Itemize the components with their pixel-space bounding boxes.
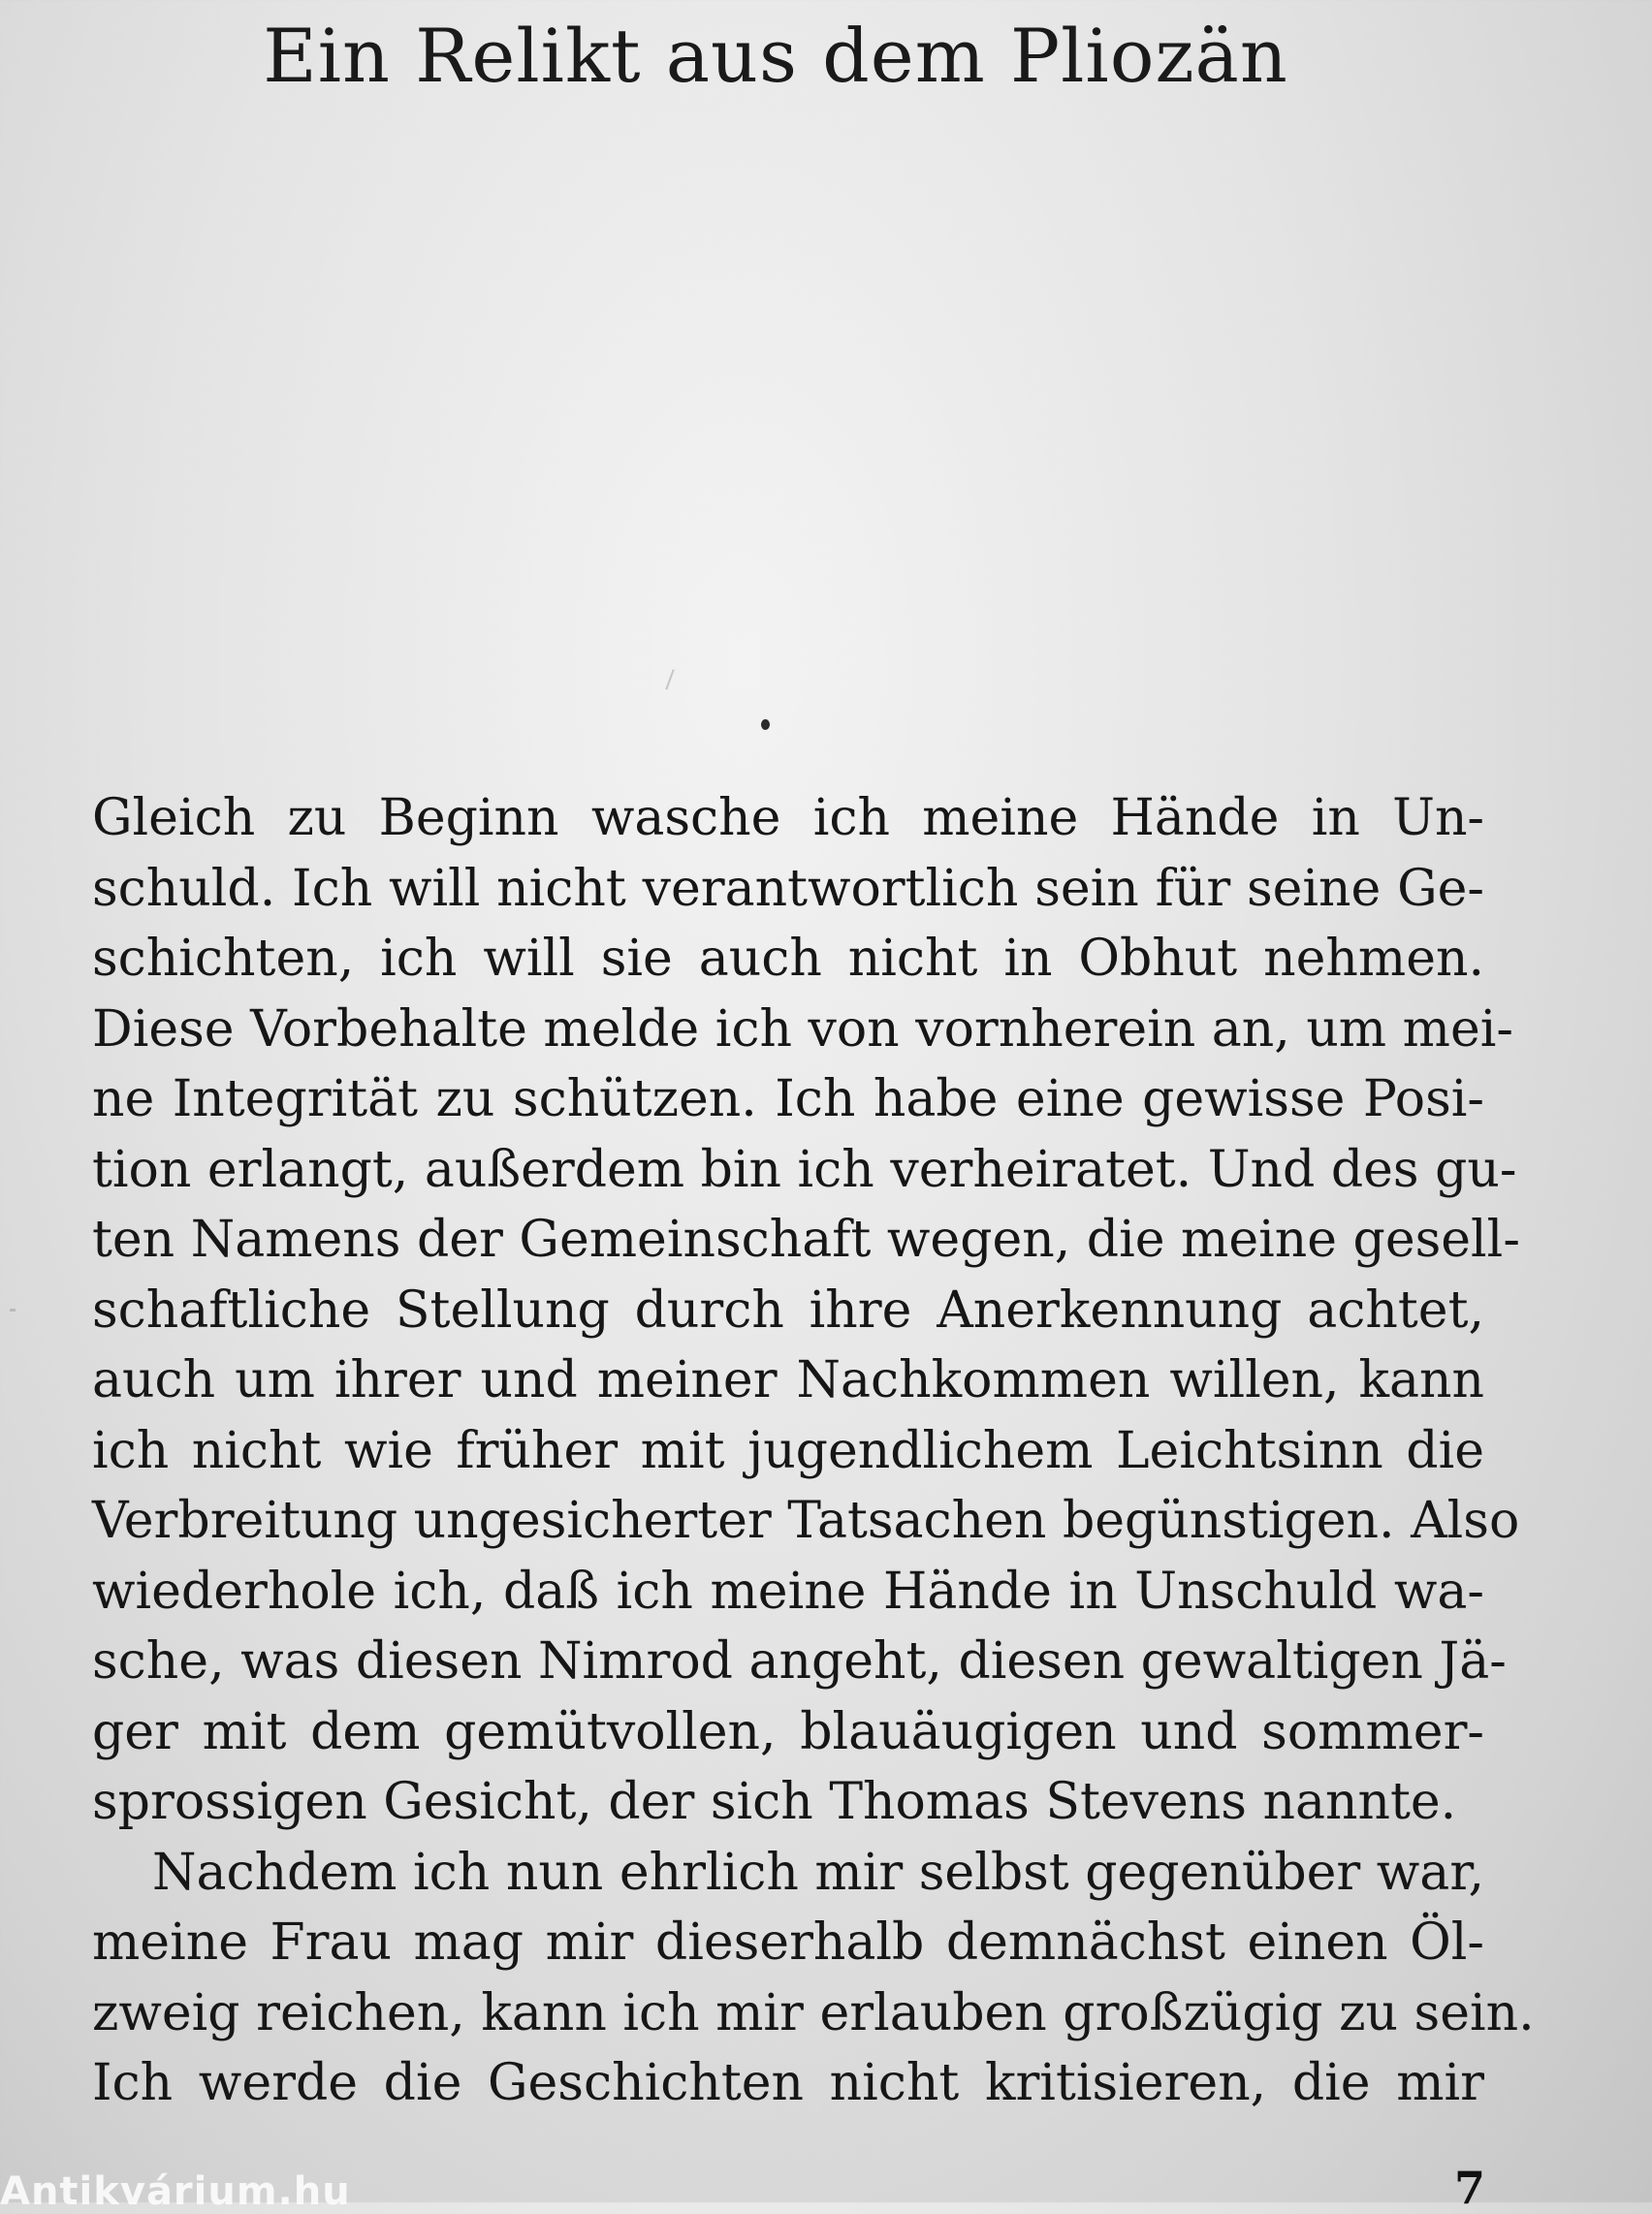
paragraph-2 <box>92 1838 1535 2119</box>
paper-fiber <box>665 669 674 689</box>
chapter-title: Ein Relikt aus dem Pliozän <box>263 13 1288 99</box>
text-line: schichten, ich will sie auch nicht in Obhut nehmen. <box>92 930 1484 988</box>
text-line: ne Integrität zu schützen. Ich habe eine gewisse Posi- <box>92 1070 1484 1128</box>
paper-fiber <box>10 1309 16 1312</box>
text-line: auch um ihrer und meiner Nachkommen willen, kann <box>92 1351 1484 1409</box>
text-line: Verbreitung ungesicherter Tatsachen begünstigen. Also <box>92 1492 1520 1550</box>
text-line: wiederhole ich, daß ich meine Hände in Unschuld wa- <box>92 1562 1484 1621</box>
text-line: schaftliche Stellung durch ihre Anerkennung achtet, <box>92 1281 1484 1340</box>
text-line: ger mit dem gemütvollen, blauäugigen und sommer- <box>92 1702 1484 1761</box>
text-line: ich nicht wie früher mit jugendlichem Leichtsinn die <box>92 1421 1484 1480</box>
body-text <box>92 783 1535 2119</box>
text-line: sche, was diesen Nimrod angeht, diesen gewaltigen Jä- <box>92 1632 1507 1691</box>
text-line: schuld. Ich will nicht verantwortlich sein für seine Ge- <box>92 859 1484 918</box>
paragraph-1 <box>92 783 1520 1838</box>
text-line: Diese Vorbehalte melde ich von vornherein an, um mei- <box>92 999 1513 1059</box>
text-line: Nachdem ich nun ehrlich mir selbst gegenüber war, <box>152 1843 1484 1902</box>
text-line: ten Namens der Gemeinschaft wegen, die meine gesell- <box>92 1211 1520 1269</box>
watermark: Antikvárium.hu <box>0 2169 351 2214</box>
text-line: meine Frau mag mir dieserhalb demnächst einen Öl- <box>92 1914 1484 1972</box>
text-line: Gleich zu Beginn wasche ich meine Hände in Un- <box>92 789 1484 847</box>
page-speck <box>761 719 770 730</box>
text-line: Ich werde die Geschichten nicht kritisieren, die mir <box>92 2054 1484 2112</box>
text-line: tion erlangt, außerdem bin ich verheiratet. Und des gu- <box>92 1140 1517 1199</box>
text-line: sprossigen Gesicht, der sich Thomas Stevens nannte. <box>92 1773 1457 1831</box>
page-number: 7 <box>1454 2162 1486 2214</box>
text-line: zweig reichen, kann ich mir erlauben großzügig zu sein. <box>92 1983 1535 2042</box>
